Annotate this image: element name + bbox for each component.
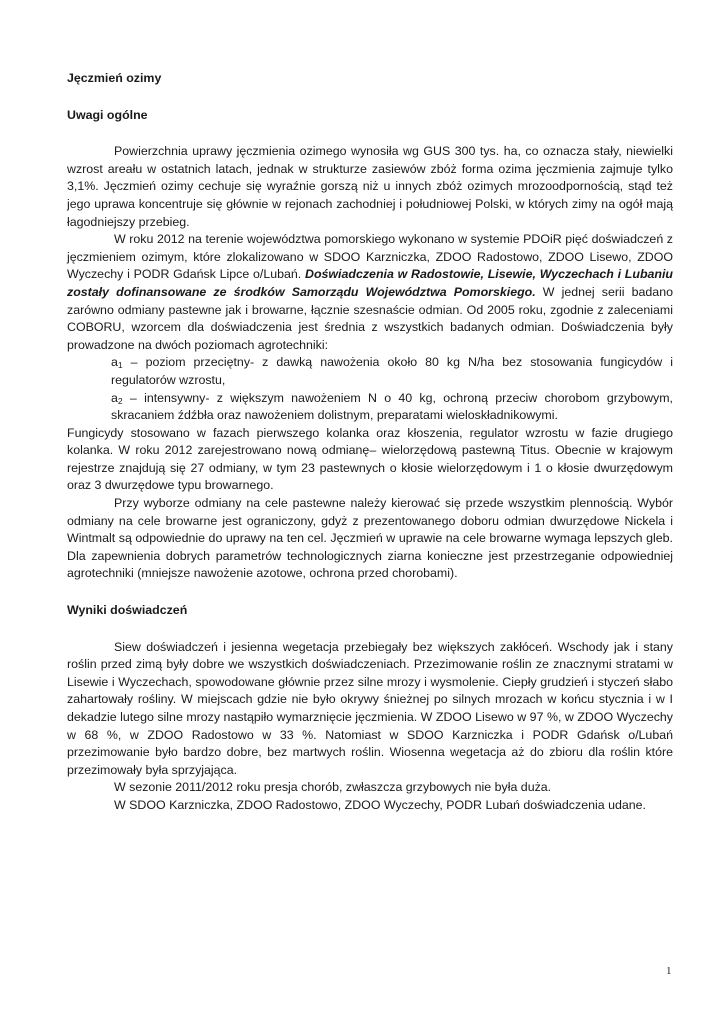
paragraph-successful-sites: W SDOO Karzniczka, ZDOO Radostowo, ZDOO Wyczechy, PODR Lubań doświadczenia udane. [114, 797, 646, 812]
page-number: 1 [666, 965, 672, 977]
level-a2-text: – intensywny- z większym nawożeniem N o 40 kg, ochroną przeciw chorobom grzybowym, skracaniem źdźbła oraz nawożeniem dolistnym, preparatami wieloskładnikowymi. [111, 390, 673, 423]
level-a1-sub: 1 [117, 360, 123, 371]
paragraph-experiments-2012 [67, 231, 673, 354]
agrotechnics-level-a1 [111, 354, 673, 389]
paragraph-cultivation-area: Powierzchnia uprawy jęczmienia ozimego wynosiła wg GUS 300 tys. ha, co oznacza stały, niewielki wzrost areału w ostatnich latach, jednak w strukturze zasiewów zbóż forma ozima jęczmienia zajmuje tylko 3,1%. Jęczmień ozimy cechuje się wyraźnie gorszą niż u innych zbóż ozimych mrozoodpornością, stąd też jego uprawa koncentruje się głównie w rejonach zachodniej i południowej Polski, w których zimy na ogół mają łagodniejszy przebieg. [67, 144, 673, 229]
funding-statement: Doświadczenia w Radostowie, Lisewie, Wyczechach i Lubaniu zostały dofinansowane ze środków Samorządu Województwa Pomorskiego. [67, 267, 673, 299]
level-a1-base: a [111, 355, 118, 370]
agrotechnics-level-a2 [111, 390, 673, 425]
section-heading-general-remarks: Uwagi ogólne [67, 107, 148, 122]
paragraph-wintering: Siew doświadczeń i jesienna wegetacja przebiegały bez większych zakłóceń. Wschody jak i stany roślin przed zimą były dobre we wszystkich doświadczeniach. Przezimowanie roślin ze znacznymi stratami w Lisewie i Wyczechach, spowodowane głównie przez silne mrozy i wysmolenie. Ciepły grudzień i styczeń słabo zahartowały rośliny. W miejscach gdzie nie było okrywy śnieżnej po silnych mrozach w końcu stycznia i w I dekadzie lutego silne mrozy nastąpiło wymarznięcie jęczmienia. W ZDOO Lisewo w 97 %, w ZDOO Wyczechy w 68 %, w ZDOO Radostowo w 33 %. Natomiast w SDOO Karzniczka i PODR Gdańsk o/Lubań przezimowanie było bardzo dobre, bez martwych roślin. Wiosenna wegetacja aż do zbioru dla roślin które przezimowały była sprzyjająca. [67, 639, 673, 777]
paragraph-experiments-text-b: W jednej serii badano zarówno odmiany pastewne jak i browarne, łącznie szesnaście odmian. Od 2005 roku, zgodnie z zaleceniami COBORU, wzorcem dla doświadczenia jest średnia z wszystkich badanych odmian. Doświadczenia były prowadzone na dwóch poziomach agrotechniki: [67, 284, 673, 352]
paragraph-variety-choice: Przy wyborze odmiany na cele pastewne należy kierować się przede wszystkim plennością. Wybór odmiany na cele browarne jest ograniczony, gdyż z prezentowanego doboru odmian dwurzędowe Nickela i Wintmalt są odpowiednie do uprawy na ten cel. Jęczmień w uprawie na cele browarne wymaga lepszych gleb. Dla zapewnienia dobrych parametrów technologicznych ziarna konieczne jest przestrzeganie odpowiedniej agrotechniki (mniejsze nawożenie azotowe, ochrona przed chorobami). [67, 496, 673, 581]
level-a1-text: – poziom przeciętny- z dawką nawożenia około 80 kg N/ha bez stosowania fungicydów i regulatorów wzrostu, [111, 355, 673, 387]
document-title: Jęczmień ozimy [67, 71, 162, 85]
section-heading-results: Wyniki doświadczeń [67, 603, 188, 618]
paragraph-experiments-text-a: W roku 2012 na terenie województwa pomorskiego wykonano w systemie PDOiR pięć doświadczeń z jęczmieniem ozimym, które zlokalizowano w SDOO Karzniczka, ZDOO Radostowo, ZDOO Lisewo, ZDOO Wyczechy i PODR Gdańsk Lipce o/Lubań. [67, 232, 673, 282]
level-a2-sub: 2 [117, 395, 123, 406]
paragraph-fungicides-registry: Fungicydy stosowano w fazach pierwszego kolanka oraz kłoszenia, regulator wzrostu w fazie drugiego kolanka. W roku 2012 zarejestrowano nową odmianę– wielorzędową pastewną Titus. Obecnie w krajowym rejestrze znajdują się 27 odmiany, w tym 23 pastewnych o kłosie wielorzędowym i 1 o kłosie dwurzędowym oraz 3 dwurzędowe typu browarnego. [67, 425, 673, 493]
document-content [67, 70, 673, 815]
paragraph-disease-pressure: W sezonie 2011/2012 roku presja chorób, zwłaszcza grzybowych nie była duża. [114, 780, 552, 795]
level-a2-base: a [111, 390, 118, 405]
